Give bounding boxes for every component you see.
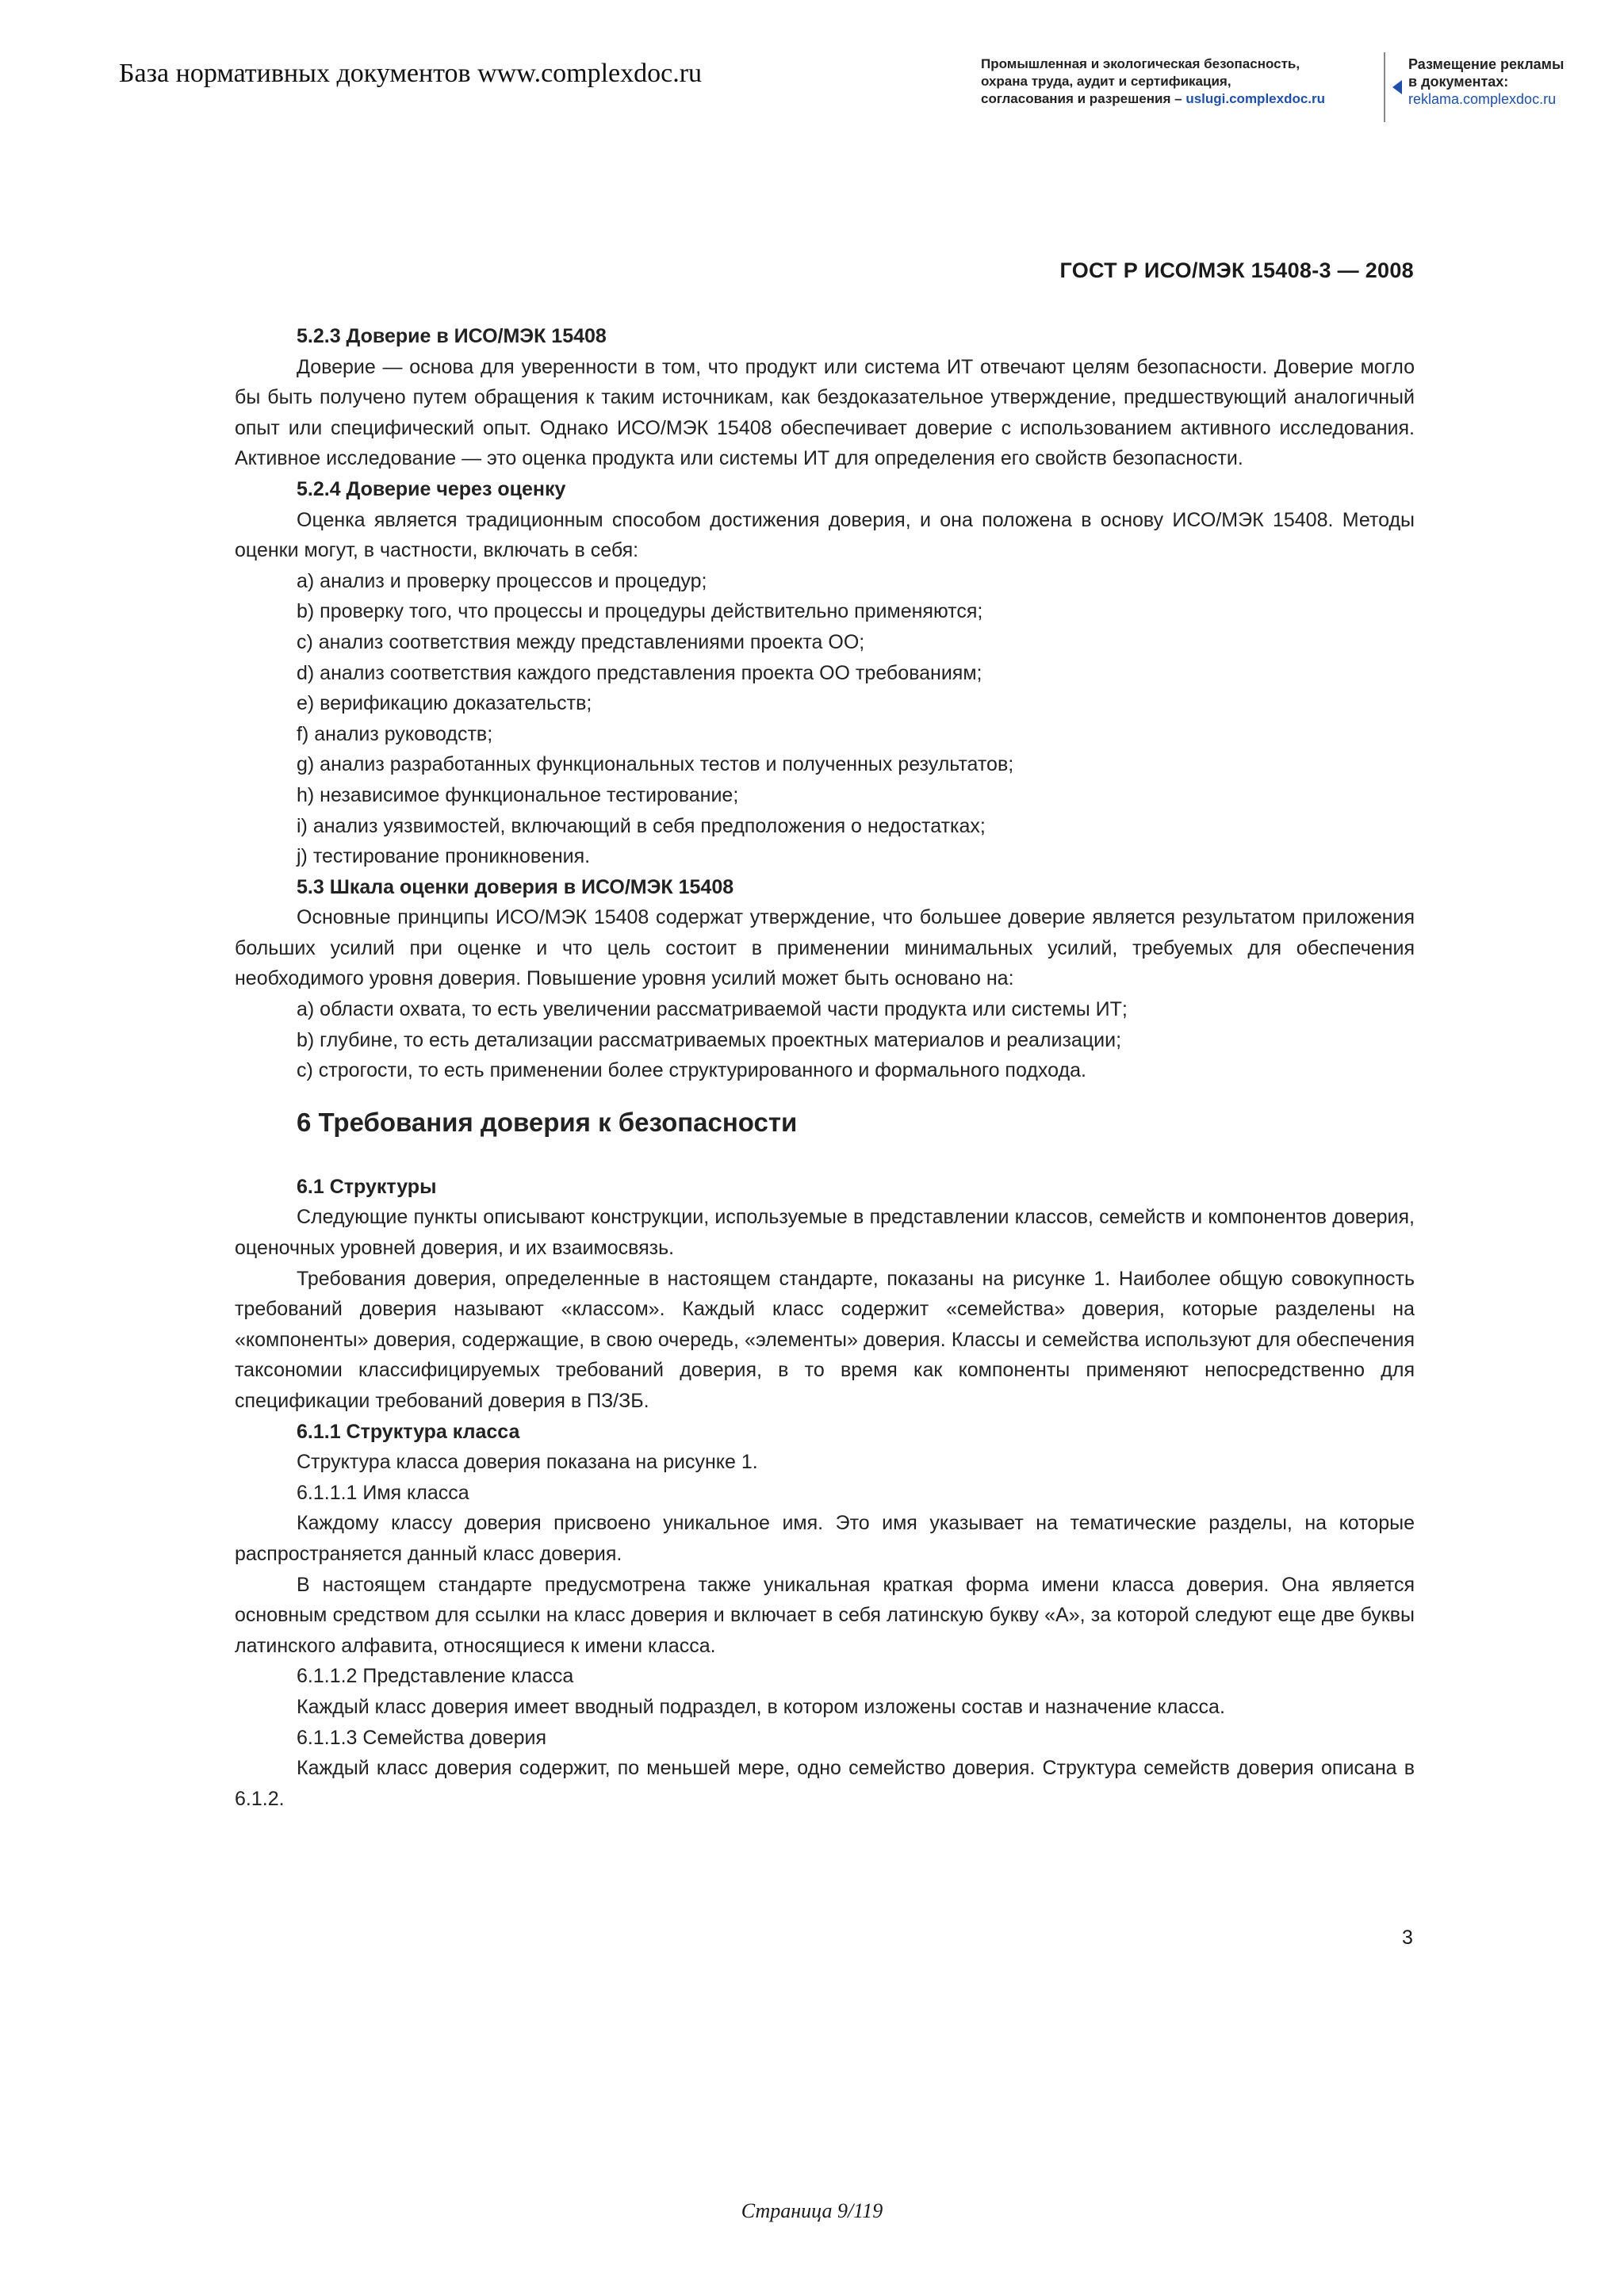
paragraph: В настоящем стандарте предусмотрена также уникальная краткая форма имени класса доверия. Она является основным средством для ссылки на класс доверия и включает в себя латинскую букву «А», за которой следуют еще две буквы латинского алфавита, относящиеся к имени класса. — [235, 1573, 1415, 1657]
list-item: j) тестирование проникновения. — [297, 845, 591, 868]
ads-link[interactable]: reklama.complexdoc.ru — [1408, 91, 1557, 107]
section-heading: 5.3 Шкала оценки доверия в ИСО/МЭК 15408 — [297, 875, 734, 898]
list-item: f) анализ руководств; — [297, 722, 493, 745]
ad-line: Размещение рекламы — [1408, 56, 1565, 72]
services-link[interactable]: uslugi.complexdoc.ru — [1185, 91, 1326, 106]
list-item: d) анализ соответствия каждого представления проекта ОО требованиям; — [297, 661, 982, 684]
list-item: b) проверку того, что процессы и процедуры действительно применяются; — [297, 600, 983, 623]
list-item: a) области охвата, то есть увеличении рассматриваемой части продукта или системы ИТ; — [297, 998, 1128, 1021]
promo-line: согласования и разрешения – uslugi.complexdoc.ru — [981, 91, 1326, 106]
paragraph: Основные принципы ИСО/МЭК 15408 содержат утверждение, что большее доверие является результатом приложения больших усилий при оценке и что цель состоит в применении минимальных усилий, требуемых для обеспечения необходимого уровня доверия. Повышение уровня усилий может быть основано на: — [235, 906, 1415, 990]
header-divider — [1384, 52, 1385, 122]
paragraph: Требования доверия, определенные в настоящем стандарте, показаны на рисунке 1. Наиболее общую совокупность требований доверия называют «классом». Каждый класс содержит «семейства» доверия, которые разделены на «компоненты» доверия, содержащие, в свою очередь, «элементы» доверия. Классы и семейства используют для обеспечения таксономии классифицируемых требований доверия, в то время как компоненты применяют непосредственно для спецификации требований доверия в ПЗ/ЗБ. — [235, 1267, 1415, 1412]
chapter-heading: 6 Требования доверия к безопасности — [297, 1107, 798, 1137]
paragraph: Каждый класс доверия имеет вводный подраздел, в котором изложены состав и назначение класса. — [297, 1695, 1225, 1718]
section-heading: 6.1.1 Структура класса — [297, 1420, 520, 1443]
promo-line: охрана труда, аудит и сертификация, — [981, 74, 1231, 89]
subsection-heading: 6.1.1.1 Имя класса — [297, 1481, 469, 1504]
site-title: База нормативных документов www.complexdoc.ru — [119, 59, 703, 88]
list-item: c) строгости, то есть применении более структурированного и формального подхода. — [297, 1059, 1086, 1082]
paragraph: Структура класса доверия показана на рисунке 1. — [297, 1451, 758, 1474]
site-header — [0, 0, 1624, 159]
list-item: c) анализ соответствия между представлениями проекта ОО; — [297, 630, 865, 653]
list-item: a) анализ и проверку процессов и процедур; — [297, 569, 707, 592]
services-promo — [981, 55, 1377, 108]
subsection-heading: 6.1.1.2 Представление класса — [297, 1665, 574, 1688]
document-body — [235, 321, 1415, 1814]
section-heading: 5.2.4 Доверие через оценку — [297, 477, 566, 500]
ads-promo — [1408, 55, 1599, 108]
page-number: 3 — [1402, 1927, 1413, 1949]
page-footer: Страница 9/119 — [741, 2199, 883, 2222]
paragraph: Следующие пункты описывают конструкции, используемые в представлении классов, семейств и компонентов доверия, оценочных уровней доверия, и их взаимосвязь. — [235, 1206, 1415, 1260]
list-item: b) глубине, то есть детализации рассматриваемых проектных материалов и реализации; — [297, 1028, 1122, 1051]
paragraph: Каждый класс доверия содержит, по меньшей мере, одно семейство доверия. Структура семейств доверия описана в 6.1.2. — [235, 1757, 1415, 1810]
section-heading: 6.1 Структуры — [297, 1175, 437, 1198]
arrow-left-icon — [1392, 80, 1402, 94]
list-item: i) анализ уязвимостей, включающий в себя предположения о недостатках; — [297, 814, 986, 837]
paragraph: Каждому классу доверия присвоено уникальное имя. Это имя указывает на тематические разделы, на которые распространяется данный класс доверия. — [235, 1512, 1415, 1565]
list-item: e) верификацию доказательств; — [297, 692, 592, 715]
list-item: h) независимое функциональное тестирование; — [297, 783, 739, 806]
subsection-heading: 6.1.1.3 Семейства доверия — [297, 1726, 547, 1749]
paragraph: Доверие — основа для уверенности в том, что продукт или система ИТ отвечают целям безопасности. Доверие могло бы быть получено путем обращения к таким источникам, как бездоказательное утверждение, предшествующий аналогичный опыт или специфический опыт. Однако ИСО/МЭК 15408 обеспечивает доверие с использованием активного исследования. Активное исследование — это оценка продукта или системы ИТ для определения его свойств безопасности. — [235, 355, 1415, 470]
document-code: ГОСТ Р ИСО/МЭК 15408-3 — 2008 — [1059, 258, 1414, 282]
section-heading: 5.2.3 Доверие в ИСО/МЭК 15408 — [297, 325, 607, 347]
paragraph: Оценка является традиционным способом достижения доверия, и она положена в основу ИСО/МЭК 15408. Методы оценки могут, в частности, включать в себя: — [235, 508, 1415, 562]
promo-line: Промышленная и экологическая безопасность, — [981, 56, 1300, 71]
list-item: g) анализ разработанных функциональных тестов и полученных результатов; — [297, 753, 1014, 776]
ad-line: в документах: — [1408, 74, 1509, 90]
